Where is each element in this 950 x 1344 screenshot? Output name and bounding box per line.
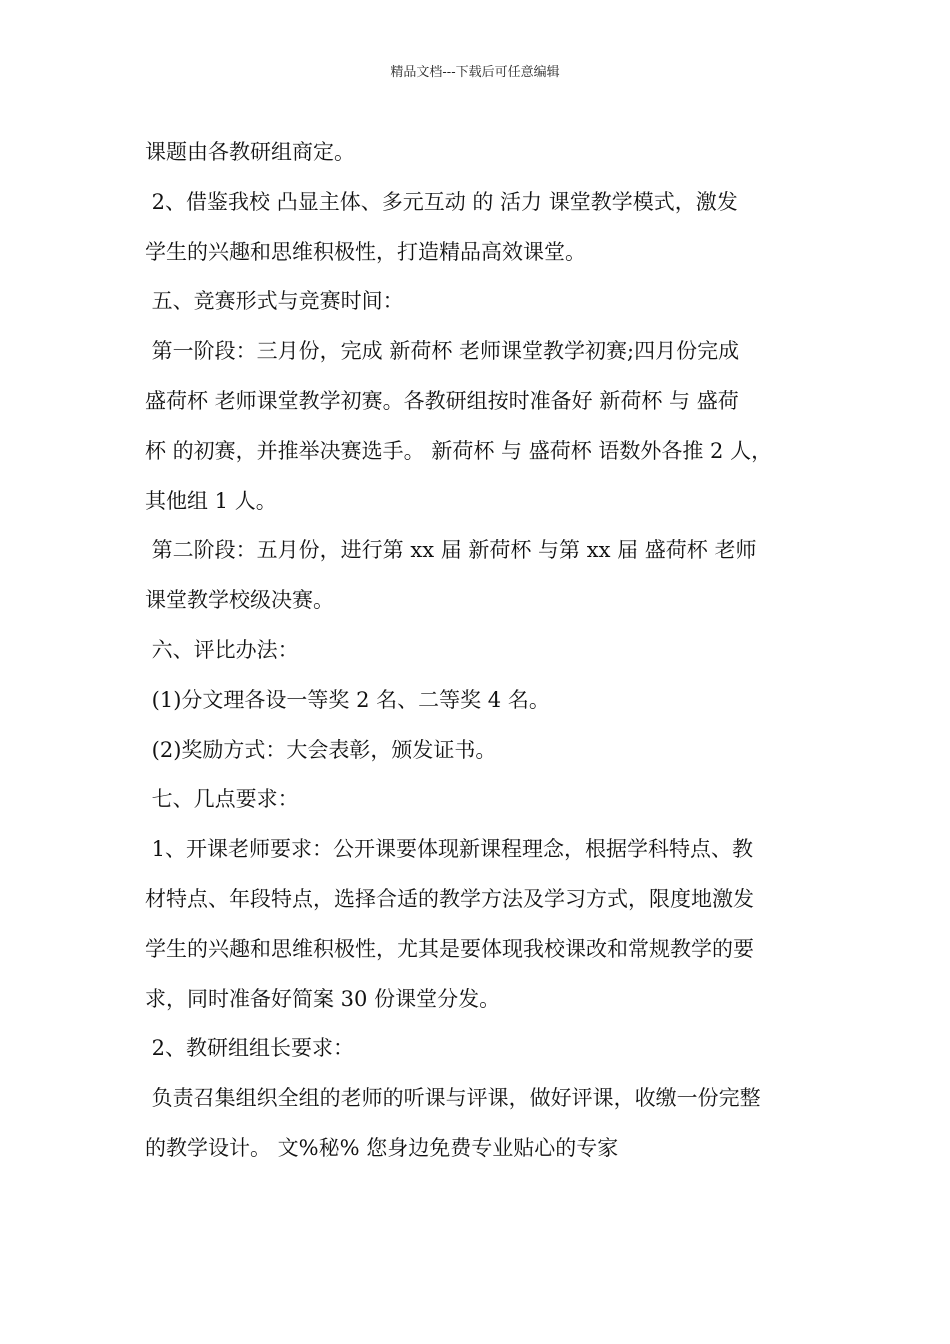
text-line: 2、借鉴我校 凸显主体、多元互动 的 活力 课堂教学模式，激发: [145, 189, 738, 214]
text-line: 盛荷杯 老师课堂教学初赛。各教研组按时准备好 新荷杯 与 盛荷: [145, 388, 739, 413]
document-body: [145, 128, 825, 1174]
section-heading: 五、竞赛形式与竞赛时间：: [145, 289, 404, 314]
text-line: (1)分文理各设一等奖 2 名、二等奖 4 名。: [145, 687, 550, 712]
page-header: 精品文档---下载后可任意编辑: [390, 65, 560, 80]
text-line: 课题由各教研组商定。: [145, 140, 355, 164]
text-line: 材特点、年段特点，选择合适的教学方法及学习方式，限度地激发: [145, 886, 754, 911]
text-line: 1、开课老师要求：公开课要体现新课程理念，根据学科特点、教: [145, 837, 754, 862]
text-line: (2)奖励方式：大会表彰，颁发证书。: [145, 737, 497, 762]
section-heading: 七、几点要求：: [145, 787, 299, 812]
section-heading: 六、评比办法：: [145, 637, 299, 662]
text-line: 负责召集组织全组的老师的听课与评课，做好评课，收缴一份完整: [145, 1086, 761, 1111]
text-line: 学生的兴趣和思维积极性，尤其是要体现我校课改和常规教学的要: [145, 936, 754, 961]
text-line: 第一阶段：三月份，完成 新荷杯 老师课堂教学初赛;四月份完成: [145, 339, 740, 364]
text-line: 2、教研组组长要求：: [145, 1036, 355, 1061]
text-line: 课堂教学校级决赛。: [145, 588, 334, 613]
text-line: 学生的兴趣和思维积极性，打造精品高效课堂。: [145, 239, 586, 264]
text-line: 第二阶段：五月份，进行第 xx 届 新荷杯 与第 xx 届 盛荷杯 老师: [145, 538, 757, 563]
text-line: 其他组 1 人。: [145, 488, 277, 513]
text-line: 的教学设计。 文%秘% 您身边免费专业贴心的专家: [145, 1135, 619, 1160]
text-line: 杯 的初赛，并推举决赛选手。 新荷杯 与 盛荷杯 语数外各推 2 人，: [145, 438, 773, 463]
text-line: 求，同时准备好简案 30 份课堂分发。: [145, 986, 501, 1011]
